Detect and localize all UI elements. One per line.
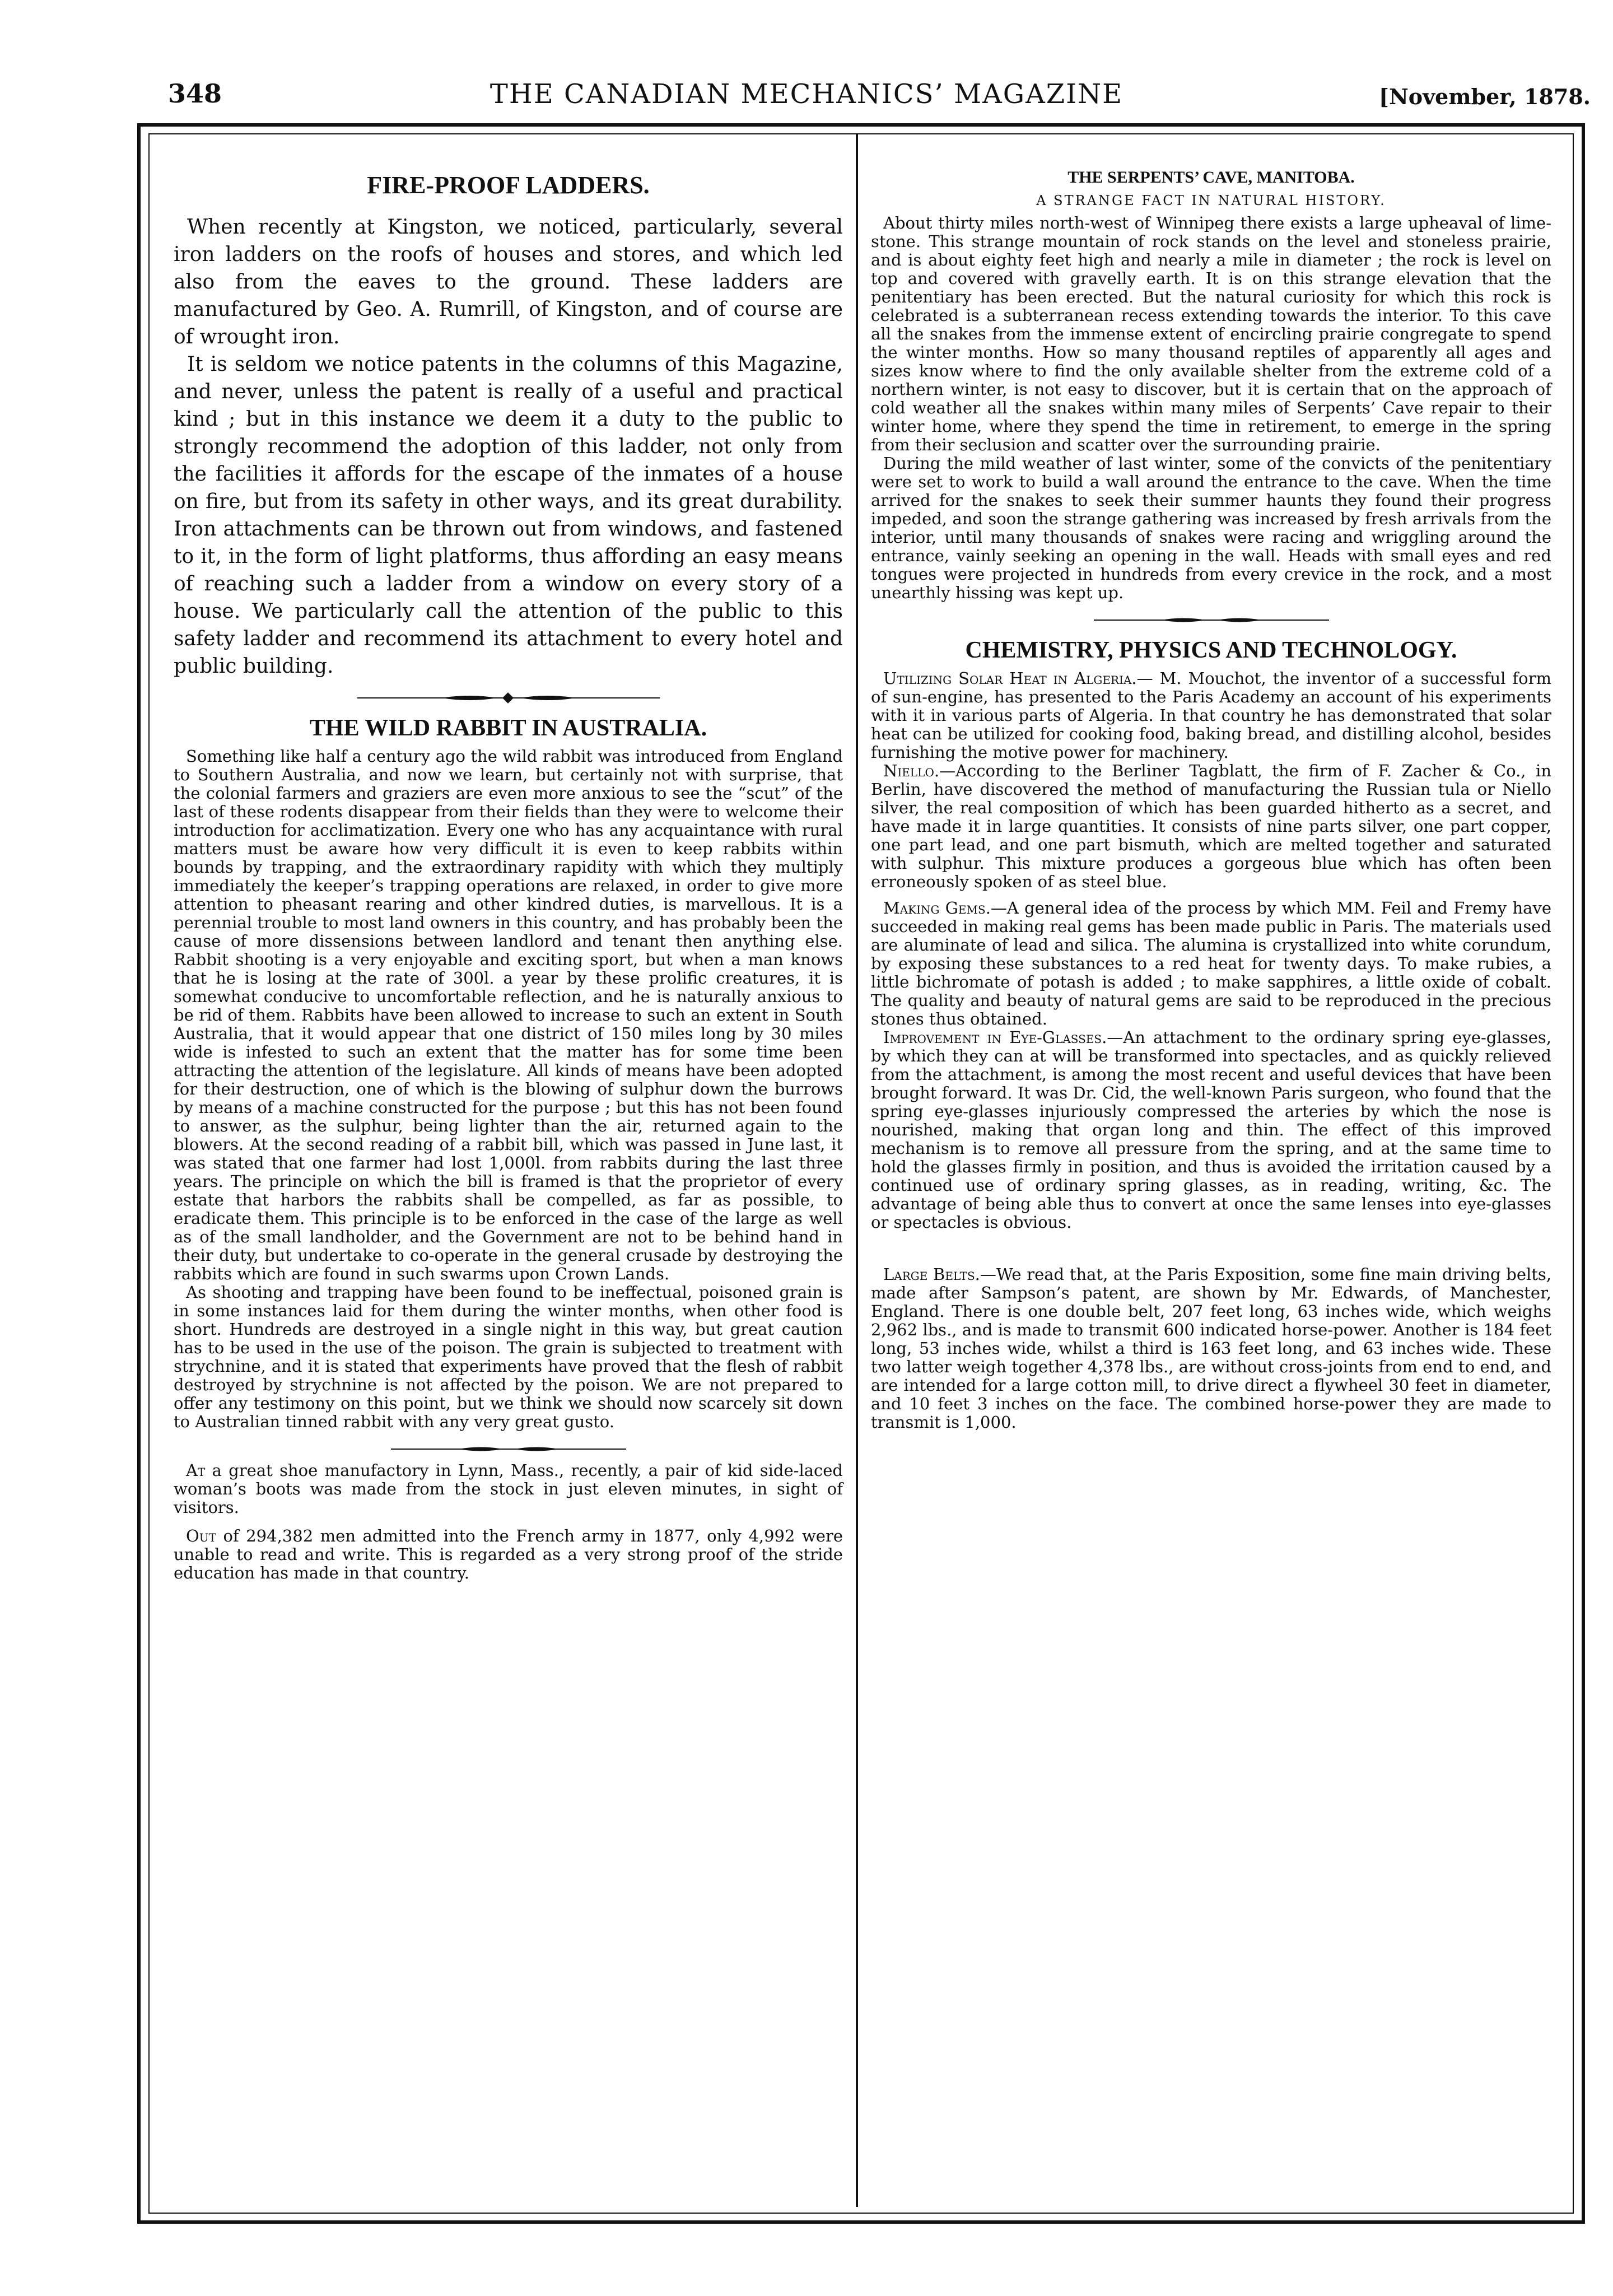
item-lead: Utilizing Solar Heat in Algeria.	[883, 669, 1137, 688]
paragraph-text: of 294,382 men admitted into the French army in 1877, only 4,992 were unable to read and write. This is regarded as a very strong proof of the stride education has made in that country.	[174, 1526, 843, 1582]
lead-word: Out	[186, 1526, 216, 1545]
ornament-divider	[357, 692, 660, 704]
item-text: —A general idea of the process by which MM. Feil and Fremy have succeeded in making real gems has been made public in Paris. The materials used are aluminate of lead and silica. The alumina is crystallized into white corundum, by exposing these substances to a red heat for twenty days. To make rubies, a little bichromate of potash is added ; to make sapphires, a little oxide of cobalt. The quality and beauty of natural gems are said to be reproduced in the precious stones thus obtained.	[871, 898, 1551, 1028]
article-french-army	[174, 1527, 843, 1582]
ornament-divider	[1094, 614, 1329, 626]
paragraph-text: a great shoe manufactory in Lynn, Mass., recently, a pair of kid side-laced woman’s boots was made from the stock in just eleven minutes, in sight of visitors.	[174, 1461, 843, 1517]
article-title: CHEMISTRY, PHYSICS AND TECHNOLOGY.	[965, 637, 1457, 663]
running-head	[0, 0, 1613, 118]
ornament-divider	[391, 1443, 626, 1455]
item-niello	[871, 762, 1551, 891]
item-text: —According to the Berliner Tagblatt, the firm of F. Zacher & Co., in Berlin, have discovered the method of manufacturing the Russian tula or Niello silver, the real composition of which has been guarded hitherto as a secret, and have made it in large quantities. It consists of nine parts silver, one part copper, one part lead, and one part bismuth, which are melted together and saturated with sulphur. This mixture produces a gorgeous blue which has often been erroneously spoken of as steel blue.	[871, 761, 1551, 891]
article-chemistry-physics-technology	[871, 637, 1551, 1432]
lead-word: At	[186, 1461, 206, 1480]
article-title: THE WILD RABBIT IN AUSTRALIA.	[309, 715, 707, 741]
item-lead: Large Belts.	[883, 1265, 980, 1284]
item-lead: Making Gems.	[883, 898, 991, 918]
paragraph: During the mild weather of last winter, some of the convicts of the penitentiary were set to work to build a wall around the entrance to the cave. When the time arrived for the snakes to seek their summer haunts they found their progress impeded, and soon the strange gathering was increased by fresh arrivals from the interior, until many thousands of snakes were racing and wriggling around the entrance, vainly seeking an opening in the wall. Heads with small eyes and red tongues were projected in hundreds from every crevice in the rock, and a most unearthly hissing was kept up.	[871, 454, 1551, 602]
article-fire-proof-ladders	[174, 171, 843, 680]
item-large-belts	[871, 1265, 1551, 1432]
item-text: —We read that, at the Paris Exposition, some fine main driving belts, made after Sampson’s patent, are shown by Mr. Edwards, of Manchester, England. There is one double belt, 207 feet long, 63 inches wide, which weighs 2,962 lbs., and is made to transmit 600 indicated horse-power. Another is 184 feet long, 53 inches wide, whilst a third is 163 feet long, and 63 inches wide. These two latter weigh together 4,378 lbs., are without cross-joints from end to end, and are intended for a large cotton mill, to drive direct a flywheel 30 feet in diameter, and 10 feet 3 inches on the face. The combined horse-power they are made to transmit is 1,000.	[871, 1265, 1552, 1432]
page-number: 348	[168, 78, 222, 109]
item-solar-heat	[871, 669, 1551, 762]
item-text: — M. Mouchot, the inventor of a successful form of sun-engine, has presented to the Paris Academy an account of his experiments with it in various parts of Algeria. In that country he has demonstrated that solar heat can be utilized for cooking food, baking bread, and distilling alcohol, besides furnishing the motive power for machinery.	[871, 669, 1551, 762]
item-eye-glasses	[871, 1028, 1551, 1232]
item-making-gems	[871, 899, 1551, 1028]
item-text: —An attachment to the ordinary spring eye-glasses, by which they can at will be transformed into spectacles, and as quickly relieved from the attachment, is among the most recent and useful devices that have been brought forward. It was Dr. Cid, the well-known Paris surgeon, who found that the spring eye-glasses injuriously compressed the arteries by which the nose is nourished, making that organ long and thin. The effect of this improved mechanism is to remove all pressure from the spring, and at the same time to hold the glasses firmly in position, and thus is avoided the irritation caused by a continued use of ordinary spring glasses, as in reading, writing, &c. The advantage of being able thus to convert at once the same lenses into eye-glasses or spectacles is obvious.	[871, 1028, 1551, 1232]
magazine-title: THE CANADIAN MECHANICS’ MAGAZINE	[490, 78, 1123, 110]
column-rule	[856, 134, 858, 2207]
right-column	[871, 151, 1551, 1432]
left-column	[174, 151, 843, 1582]
item-lead: Improvement in Eye-Glasses.	[883, 1028, 1107, 1047]
paragraph: When recently at Kingston, we noticed, particularly, several iron ladders on the roofs of houses and stores, and which led also from the eaves to the ground. These ladders are manufactured by Geo. A. Rumrill, of Kingston, and of course are of wrought iron.	[174, 216, 843, 348]
article-shoe-manufactory	[174, 1461, 843, 1517]
article-wild-rabbit	[174, 715, 843, 1431]
paragraph: About thirty miles north-west of Winnipeg there exists a large upheaval of lime-stone. This strange mountain of rock stands on the level and stoneless prairie, and is about eighty feet high and nearly a mile in diameter ; the rock is level on top and covered with gravelly earth. It is on this strange elevation that the penitentiary has been erected. But the natural curiosity for which this rock is celebrated is a subterranean recess extending towards the interior. To this cave all the snakes from the immense extent of encircling prairie congregate to spend the winter months. How so many thousand reptiles of apparently all ages and sizes know where to find the only available shelter from the extreme cold of a northern winter, is not easy to discover, but it is certain that on the approach of cold weather all the snakes within many miles of Serpents’ Cave repair to their winter home, where they spend the time in retirement, to emerge in the spring from their seclusion and scatter over the surrounding prairie.	[871, 213, 1551, 454]
paragraph: As shooting and trapping have been found to be ineffectual, poisoned grain is in some instances laid for them during the winter months, when other food is short. Hundreds are destroyed in a single night in this way, but great caution has to be used in the use of the poison. The grain is subjected to treatment with strychnine, and it is stated that experiments have proved that the flesh of rabbit destroyed by strychnine is not affected by the poison. We are not prepared to offer any testimony on this point, but we think we should now scarcely sit down to Australian tinned rabbit with any very great gusto.	[174, 1283, 843, 1431]
article-serpents-cave	[871, 168, 1551, 602]
paragraph: It is seldom we notice patents in the columns of this Magazine, and never, unless the patent is really of a useful and practical kind ; but in this instance we deem it a duty to the public to strongly recommend the adoption of this ladder, not only from the facilities it affords for the escape of the inmates of a house on fire, but from its safety in other ways, and its great durability. Iron attachments can be thrown out from windows, and fastened to it, in the form of light platforms, thus affording an easy means of reaching such a ladder from a window on every story of a house. We particularly call the attention of the public to this safety ladder and recommend its attachment to every hotel and public building.	[174, 353, 843, 678]
paragraph: Something like half a century ago the wild rabbit was introduced from England to Southern Australia, and now we learn, but certainly not with surprise, that the colonial farmers and graziers are even more anxious to see the “scut” of the last of these rodents disappear from their fields than they were to welcome their introduction for acclimatization. Every one who has any acquaintance with rural matters must be aware how very difficult it is even to keep rabbits within bounds by trapping, and the extraordinary rapidity with which they multiply immediately the keeper’s trapping operations are relaxed, in order to give more attention to pheasant rearing and other kindred duties, is marvellous. It is a perennial trouble to most land owners in this country, and has probably been the cause of more dissensions between landlord and tenant then anything else. Rabbit shooting is a very enjoyable and exciting sport, but when a man knows that he is losing at the rate of 300l. a year by these prolific creatures, it is somewhat conducive to uncomfortable reflection, and he is naturally anxious to be rid of them. Rabbits have been allowed to increase to such an extent in South Australia, that it would appear that one district of 150 miles long by 30 miles wide is infested to such an extent that the matter has for some time been attracting the attention of the legislature. All kinds of means have been adopted for their destruction, one of which is the blowing of sulphur down the burrows by means of a machine constructed for the purpose ; but this has not been found to answer, as the sulphur, being lighter than the air, returned again to the blowers. At the second reading of a rabbit bill, which was passed in June last, it was stated that one farmer had lost 1,000l. from rabbits during the last three years. The principle on which the bill is framed is that the proprietor of every estate that harbors the rabbits shall be compelled, as far as possible, to eradicate them. This principle is to be enforced in the case of the large as well as of the small landholder, and the Government are not to be behind hand in their duty, but undertake to co-operate in the general crusade by destroying the rabbits which are found in such swarms upon Crown Lands.	[174, 747, 843, 1283]
article-title: FIRE-PROOF LADDERS.	[367, 171, 650, 199]
item-lead: Niello.	[883, 761, 940, 780]
article-title: THE SERPENTS’ CAVE, MANITOBA.	[1067, 168, 1355, 187]
issue-date: [November, 1878.	[1379, 84, 1591, 109]
article-subtitle: A STRANGE FACT IN NATURAL HISTORY.	[1036, 193, 1386, 208]
